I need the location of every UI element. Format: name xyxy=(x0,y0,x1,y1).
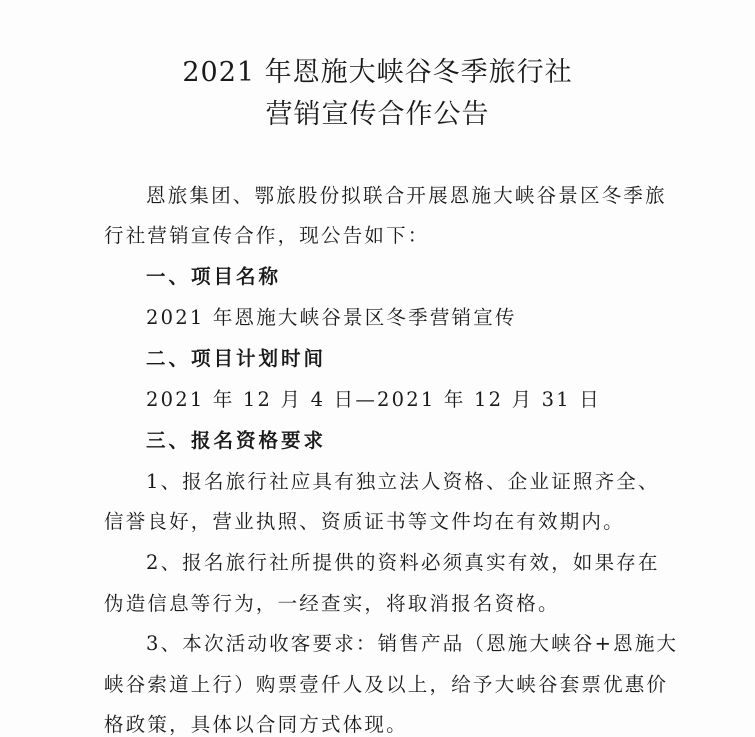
section-3-item-3-line-1: 3、本次活动收客要求：销售产品（恩施大峡谷+恩施大 xyxy=(146,632,679,655)
section-3-heading: 三、报名资格要求 xyxy=(146,429,327,452)
section-3-item-3-line-3: 格政策，具体以合同方式体现。 xyxy=(104,713,408,736)
document-title-line-2: 营销宣传合作公告 xyxy=(265,99,490,130)
intro-line-1: 恩旅集团、鄂旅股份拟联合开展恩施大峡谷景区冬季旅 xyxy=(146,184,667,207)
section-2-heading: 二、项目计划时间 xyxy=(146,347,327,370)
section-3-item-2-line-2: 伪造信息等行为，一经查实，将取消报名资格。 xyxy=(104,592,560,615)
document-title-line-1: 2021 年恩施大峡谷冬季旅行社 xyxy=(182,57,573,88)
section-3-item-1-line-2: 信誉良好，营业执照、资质证书等文件均在有效期内。 xyxy=(104,510,625,533)
section-3-item-1-line-1: 1、报名旅行社应具有独立法人资格、企业证照齐全、 xyxy=(146,470,660,493)
section-1-body: 2021 年恩施大峡谷景区冬季营销宣传 xyxy=(146,306,517,329)
section-3-item-3-line-2: 峡谷索道上行）购票壹仟人及以上，给予大峡谷套票优惠价 xyxy=(104,673,669,696)
section-2-body: 2021 年 12 月 4 日—2021 年 12 月 31 日 xyxy=(146,388,601,411)
intro-line-2: 行社营销宣传合作，现公告如下： xyxy=(104,224,430,247)
section-1-heading: 一、项目名称 xyxy=(146,265,282,288)
section-3-item-2-line-1: 2、报名旅行社所提供的资料必须真实有效，如果存在 xyxy=(146,551,660,574)
